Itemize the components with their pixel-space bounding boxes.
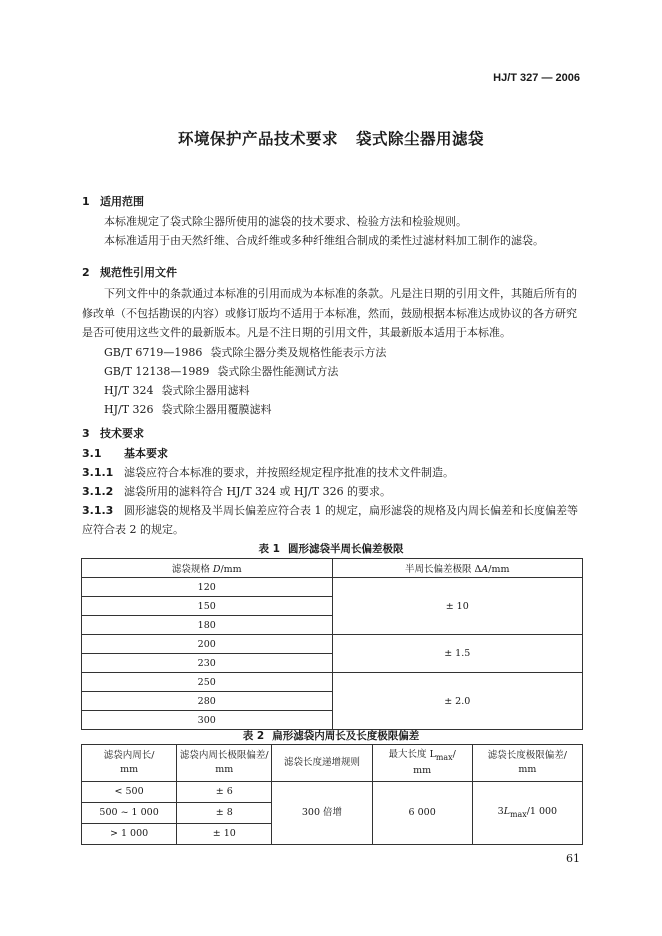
table-2-header-increment: 滤袋长度递增规则 [272, 745, 372, 782]
section-2-heading [82, 264, 177, 280]
table-2 [81, 744, 583, 845]
table-row: 120 ± 10 [82, 578, 583, 597]
table-row: 500 ~ 1 000 ± 8 [82, 803, 583, 824]
deviation-cell: ± 2.0 [332, 673, 583, 730]
clause-3-1: 3.1 基本要求 [82, 447, 168, 460]
table-2-header-max-length: 最大长度 $L_{max}/$ mm [372, 745, 472, 782]
table-2-header-perimeter-deviation: 滤袋内周长极限偏差/ mm [177, 745, 272, 782]
reference-item: HJ/T 324 袋式除尘器用滤料 [104, 384, 250, 397]
table-2-header-length-deviation: 滤袋长度极限偏差/ mm [472, 745, 582, 782]
section-2-para: 下列文件中的条款通过本标准的引用而成为本标准的条款。凡是注日期的引用文件，其随后所有的修改单（不包括勘误的内容）或修订版均不适用于本标准，然而，鼓励根据本标准达成协议的各方研究是否可使用这些文件的最新版本。凡是不注日期的引用文件，其最新版本适用于本标准。 [82, 287, 577, 339]
section-1-heading [82, 193, 144, 209]
table-row: 180 [82, 616, 583, 635]
section-2-title: 规范性引用文件 [100, 266, 177, 279]
section-1-title: 适用范围 [100, 195, 144, 208]
table-1 [81, 558, 583, 730]
clause-3-1-3: 3.1.3 圆形滤袋的规格及半周长偏差应符合表 1 的规定，扁形滤袋的规格及内周长偏差和长度偏差等应符合表 2 的规定。 [82, 504, 578, 536]
table-row: 300 [82, 711, 583, 730]
table-row: < 500 ± 6 300 倍增 6 000 $3L_{max}/1$ 000 [82, 782, 583, 803]
table-header-row [82, 745, 583, 782]
table-1-header-deviation: 半周长偏差极限 ΔA/mm [332, 559, 583, 578]
section-3-title: 技术要求 [100, 427, 144, 440]
table-header-row [82, 559, 583, 578]
table-1-caption: 表 1 圆形滤袋半周长偏差极限 [258, 543, 404, 555]
table-row: 230 [82, 654, 583, 673]
deviation-cell: ± 10 [332, 578, 583, 635]
table-row: 150 [82, 597, 583, 616]
table-row: 200 ± 1.5 [82, 635, 583, 654]
reference-item: GB/T 6719—1986 袋式除尘器分类及规格性能表示方法 [104, 346, 387, 359]
table-2-header-perimeter: 滤袋内周长/ mm [82, 745, 177, 782]
reference-item: GB/T 12138—1989 袋式除尘器性能测试方法 [104, 365, 339, 378]
section-3-heading [82, 425, 144, 441]
section-1-number: 1 [82, 195, 90, 208]
table-row: > 1 000 ± 10 [82, 824, 583, 845]
clause-3-1-1: 3.1.1 滤袋应符合本标准的要求，并按照经规定程序批准的技术文件制造。 [82, 466, 454, 479]
standard-code: HJ/T 327 — 2006 [493, 72, 580, 84]
table-row: 280 [82, 692, 583, 711]
title-part1: 环境保护产品技术要求 [177, 130, 338, 148]
page-number: 61 [566, 852, 580, 865]
table-2-caption: 表 2 扁形滤袋内周长及长度极限偏差 [242, 730, 420, 742]
increment-cell: 300 倍增 [272, 782, 372, 845]
title-part2: 袋式除尘器用滤袋 [356, 130, 485, 148]
clause-3-1-2: 3.1.2 滤袋所用的滤料符合 HJ/T 324 或 HJ/T 326 的要求。 [82, 485, 392, 498]
max-length-cell: 6 000 [372, 782, 472, 845]
section-2-number: 2 [82, 266, 90, 279]
section-3-number: 3 [82, 427, 90, 440]
reference-item: HJ/T 326 袋式除尘器用覆膜滤料 [104, 403, 272, 416]
table-1-header-spec: 滤袋规格 D/mm [82, 559, 333, 578]
section-1-para1: 本标准规定了袋式除尘器所使用的滤袋的技术要求、检验方法和检验规则。 [104, 215, 467, 228]
deviation-cell: ± 1.5 [332, 635, 583, 673]
length-deviation-cell: $3L_{max}/1$ 000 [472, 782, 582, 845]
section-1-para2: 本标准适用于由天然纤维、合成纤维或多种纤维组合制成的柔性过滤材料加工制作的滤袋。 [104, 234, 544, 247]
table-row: 250 ± 2.0 [82, 673, 583, 692]
document-title [0, 127, 662, 149]
